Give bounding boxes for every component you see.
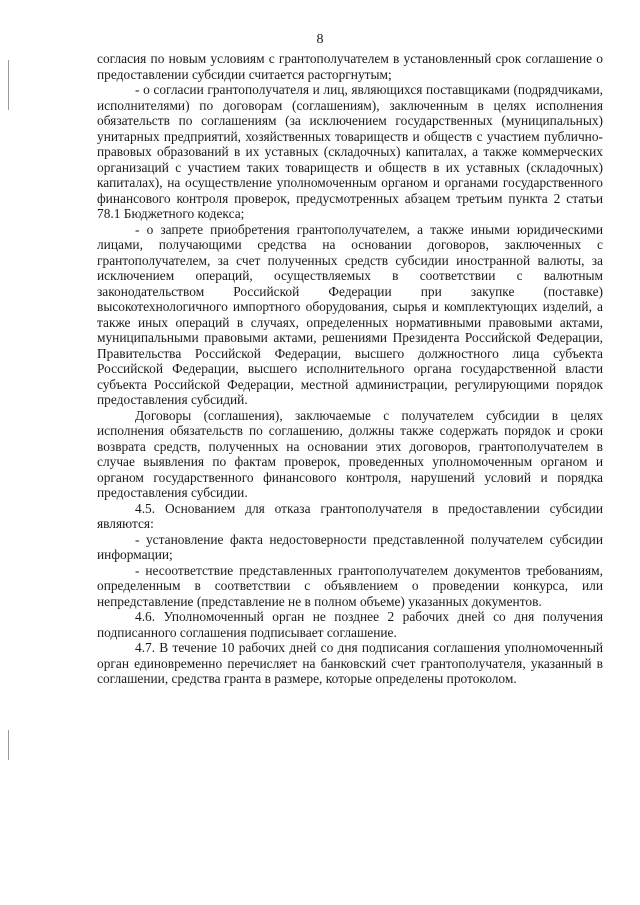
paragraph: - о согласии грантополучателя и лиц, являющихся поставщиками (подрядчиками, исполнителями) по договорам (соглашениям), заключенным в целях исполнения обязательств по соглашениям (за исключением государственных (муниципальных) унитарных предприятий, хозяйственных товариществ и обществ с участием публично-правовых образований в их уставных (складочных) капиталах, а также коммерческих организаций с участием таких товариществ и обществ в их уставных (складочных) капиталах), на осуществление уполномоченным органом и органами государственного финансового контроля проверок, предусмотренных абзацем третьим пункта 2 статьи 78.1 Бюджетного кодекса; — [97, 82, 603, 221]
paragraph: - несоответствие представленных грантополучателем документов требованиям, определенным в соответствии с объявлением о проведении конкурса, или непредставление (представление не в полном объеме) указанных документов. — [97, 562, 603, 609]
paragraph: 4.7. В течение 10 рабочих дней со дня подписания соглашения уполномоченный орган единовременно перечисляет на банковский счет грантополучателя, указанный в соглашении, средства гранта в размере, которые определены протоколом. — [97, 640, 603, 686]
paragraph: 4.6. Уполномоченный орган не позднее 2 рабочих дней со дня получения подписанного соглашения подписывает соглашение. — [97, 609, 603, 640]
paragraph: - установление факта недостоверности представленной получателем субсидии информации; — [97, 531, 603, 562]
scan-edge-mark — [8, 730, 9, 760]
paragraph: согласия по новым условиям с грантополучателем в установленный срок соглашение о предоставлении субсидии считается расторгнутым; — [97, 51, 603, 82]
page-number: 8 — [316, 32, 324, 47]
scan-edge-mark — [8, 60, 9, 110]
document-body — [97, 51, 603, 687]
paragraph: - о запрете приобретения грантополучателем, а также иными юридическими лицами, получающими средства на основании договоров, заключенных с грантополучателем, за счет полученных средств субсидии иностранной валюты, за исключением операций, осуществляемых в соответствии с валютным законодательством Российской Федерации при закупке (поставке) высокотехнологичного импортного оборудования, сырья и комплектующих изделий, а также иных операций в случаях, определенных нормативными правовыми актами, муниципальными правовыми актами, решениями Президента Российской Федерации, Правительства Российской Федерации, высшего должностного лица субъекта Российской Федерации, высшего исполнительного органа государственной власти субъекта Российской Федерации, местной администрации, регулирующими порядок предоставления субсидий. — [97, 221, 603, 407]
paragraph: 4.5. Основанием для отказа грантополучателя в предоставлении субсидии являются: — [97, 500, 603, 531]
paragraph: Договоры (соглашения), заключаемые с получателем субсидии в целях исполнения обязательств по соглашению, должны также содержать порядок и сроки возврата средств, полученных на основании этих договоров, грантополучателем в случае выявления по фактам проверок, проведенных уполномоченным органом и органом государственного финансового контроля, нарушений условий и порядка предоставления субсидии. — [97, 407, 603, 500]
